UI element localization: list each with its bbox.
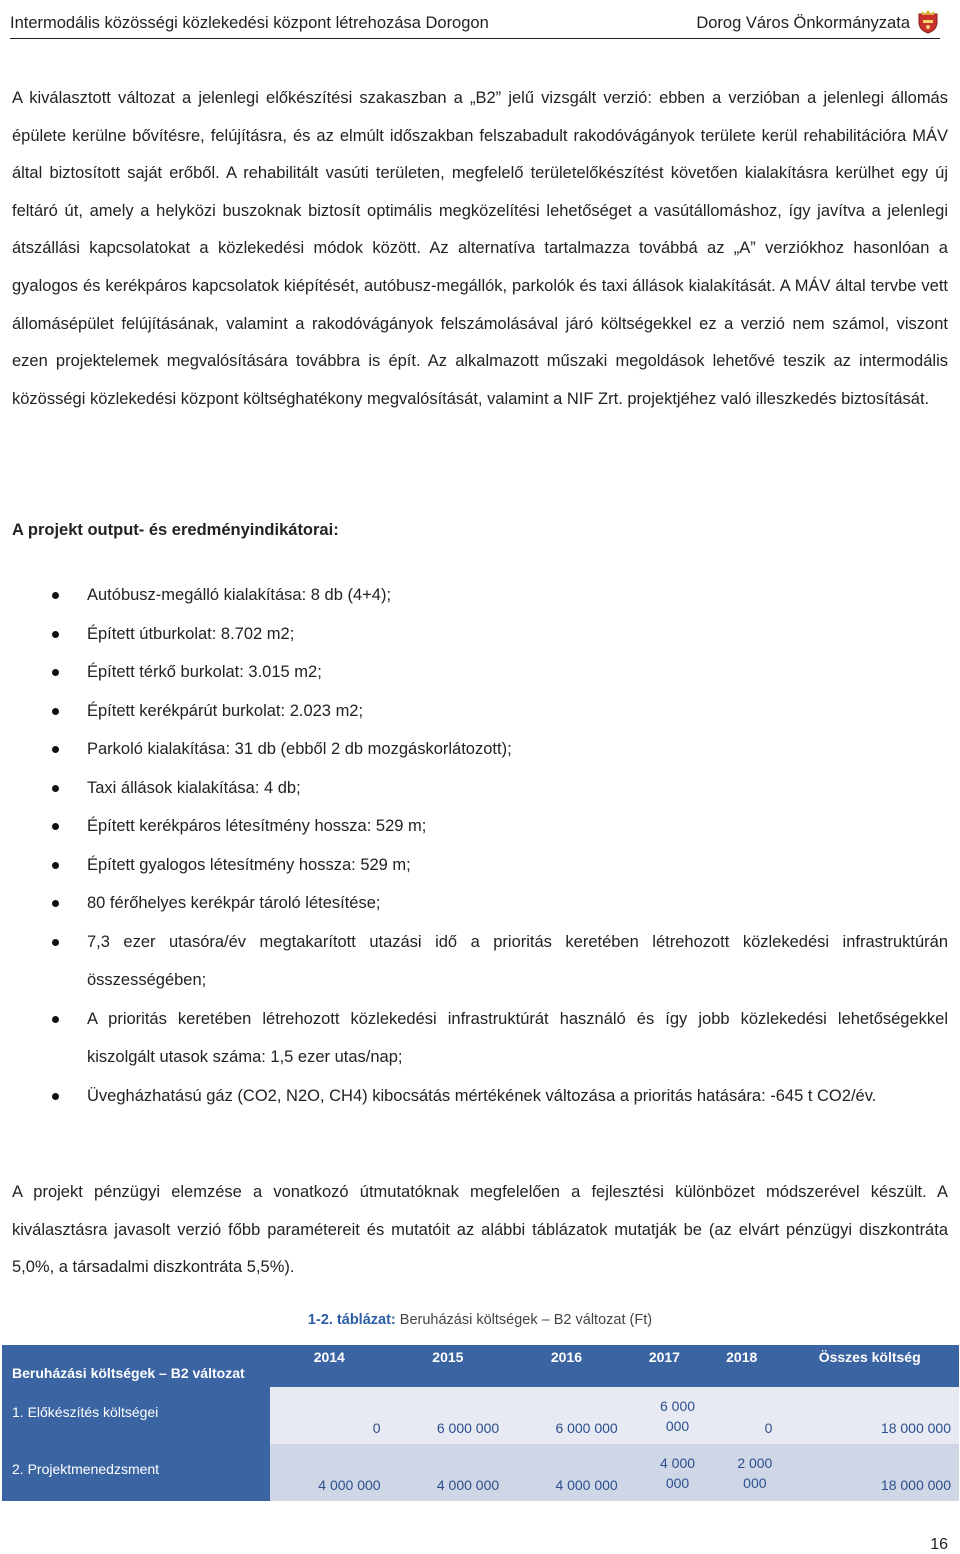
- financial-paragraph-block: [12, 1174, 948, 1287]
- list-item: Épített térkő burkolat: 3.015 m2;: [12, 653, 948, 692]
- column-header: 2014: [313, 1349, 345, 1365]
- row-label: 1. Előkészítés költségei: [2, 1387, 270, 1444]
- table-caption-text: Beruházási költségek – B2 változat (Ft): [395, 1312, 653, 1328]
- table-cell: 18 000 000: [880, 1477, 951, 1493]
- bullet-icon: [52, 823, 59, 830]
- bullet-icon: [52, 1093, 59, 1100]
- financial-paragraph: A projekt pénzügyi elemzése a vonatkozó útmutatóknak megfelelően a fejlesztési különbözet módszerével készült. A kiválasztásra javasolt verzió főbb paramétereit és mutatóit az alábbi táblázatok mutatják be (az elvárt pénzügyi diszkontráta 5,0%, a társadalmi diszkontráta 5,5%).: [12, 1183, 948, 1277]
- column-header: 2018: [726, 1349, 758, 1365]
- table-cell: 4 000 000: [660, 1455, 696, 1491]
- column-header: 2016: [550, 1349, 583, 1365]
- investment-cost-table: [2, 1345, 959, 1501]
- list-item: Taxi állások kialakítása: 4 db;: [12, 769, 948, 808]
- table-number: 1-2. táblázat:: [307, 1312, 396, 1328]
- table-cell: 6 000 000: [555, 1420, 618, 1436]
- table-cell: 0: [372, 1420, 381, 1436]
- table-cell: 4 000 000: [436, 1477, 500, 1493]
- table-caption: [0, 1312, 960, 1328]
- indicators-heading: A projekt output- és eredményindikátorai:: [12, 521, 339, 539]
- bullet-icon: [52, 746, 59, 753]
- intro-paragraph-block: [12, 80, 948, 418]
- intro-paragraph: A kiválasztott változat a jelenlegi előkészítési szakaszban a „B2” jelű vizsgált verzió: ebben a verzióban a jelenlegi állomás épülete kerülne bővítésre, felújításra, és az elmúlt időszakban felszabadult rakodóvágányok területe kerül rehabilitációra MÁV által biztosított saját erőből. A rehabilitált vasúti területen, megfelelő területelőkészítést követően kialakításra kerülhet egy új feltáró út, amely a helyközi buszoknak biztosít optimális megközelítési lehetőséget a vasútállomáshoz, így javítva a jelenlegi átszállási kapcsolatokat a közlekedési módok között. Az alternatíva tartalmazza továbbá az „A” verziókhoz hasonlóan a gyalogos és kerékpáros kapcsolatok kiépítését, autóbusz-megállók, parkolók és taxi állások kialakítását. A MÁV által tervbe vett állomásépület felújításának, valamint a rakodóvágányok felszámolásával járó költségekkel ez a verzió nem számol, viszont ezen projektelemek megvalósítására továbbra is épít. Az alkalmazott műszaki megoldások lehetővé teszik az intermodális közösségi közlekedési központ költséghatékony megvalósítását, valamint a NIF Zrt. projektjéhez való illeszkedés biztosítását.: [12, 89, 948, 408]
- list-item: Parkoló kialakítása: 31 db (ebből 2 db mozgáskorlátozott);: [12, 730, 948, 769]
- column-header: Beruházási költségek – B2 változat: [12, 1365, 245, 1381]
- bullet-icon: [52, 939, 59, 946]
- list-item: Épített gyalogos létesítmény hossza: 529 m;: [12, 846, 948, 885]
- table-row: [2, 1444, 959, 1501]
- column-header: 2015: [432, 1349, 464, 1365]
- table-cell: 6 000 000: [436, 1420, 500, 1436]
- coat-of-arms-icon: [916, 8, 940, 34]
- table-header-row: [2, 1345, 959, 1387]
- bullet-icon: [52, 785, 59, 792]
- bullet-icon: [52, 592, 59, 599]
- list-item: A prioritás keretében létrehozott közlekedési infrastruktúrát használó és így jobb közlekedési lehetőségekkel kiszolgált utasok száma: 1,5 ezer utas/nap;: [12, 1000, 948, 1077]
- list-item: Autóbusz-megálló kialakítása: 8 db (4+4);: [12, 576, 948, 615]
- bullet-icon: [52, 900, 59, 907]
- header-organization: Dorog Város Önkormányzata: [696, 14, 910, 32]
- page-header: [10, 8, 940, 39]
- bullet-icon: [52, 1016, 59, 1023]
- bullet-icon: [52, 708, 59, 715]
- row-label: 2. Projektmenedzsment: [2, 1444, 270, 1501]
- page-number: 16: [930, 1536, 948, 1553]
- table-row: [2, 1387, 959, 1444]
- column-header: Összes költség: [818, 1349, 921, 1365]
- list-item: Épített útburkolat: 8.702 m2;: [12, 615, 948, 654]
- table-cell: 4 000 000: [318, 1477, 381, 1493]
- table-cell: 4 000 000: [555, 1477, 618, 1493]
- table-cell: 6 000 000: [660, 1398, 696, 1434]
- table-cell: 18 000 000: [880, 1420, 951, 1436]
- indicator-list: [12, 576, 948, 1115]
- table-cell: 2 000 000: [737, 1455, 773, 1491]
- list-item: Épített kerékpáros létesítmény hossza: 529 m;: [12, 807, 948, 846]
- list-item: 7,3 ezer utasóra/év megtakarított utazási idő a prioritás keretében létrehozott közlekedési infrastruktúrán összességében;: [12, 923, 948, 1000]
- bullet-icon: [52, 669, 59, 676]
- header-title: Intermodális közösségi közlekedési központ létrehozása Dorogon: [10, 14, 489, 32]
- list-item: Üvegházhatású gáz (CO2, N2O, CH4) kibocsátás mértékének változása a prioritás hatására: -645 t CO2/év.: [12, 1077, 948, 1116]
- bullet-icon: [52, 862, 59, 869]
- table-cell: 0: [764, 1420, 773, 1436]
- list-item: Épített kerékpárút burkolat: 2.023 m2;: [12, 692, 948, 731]
- list-item: 80 férőhelyes kerékpár tároló létesítése;: [12, 884, 948, 923]
- column-header: 2017: [648, 1349, 680, 1365]
- bullet-icon: [52, 631, 59, 638]
